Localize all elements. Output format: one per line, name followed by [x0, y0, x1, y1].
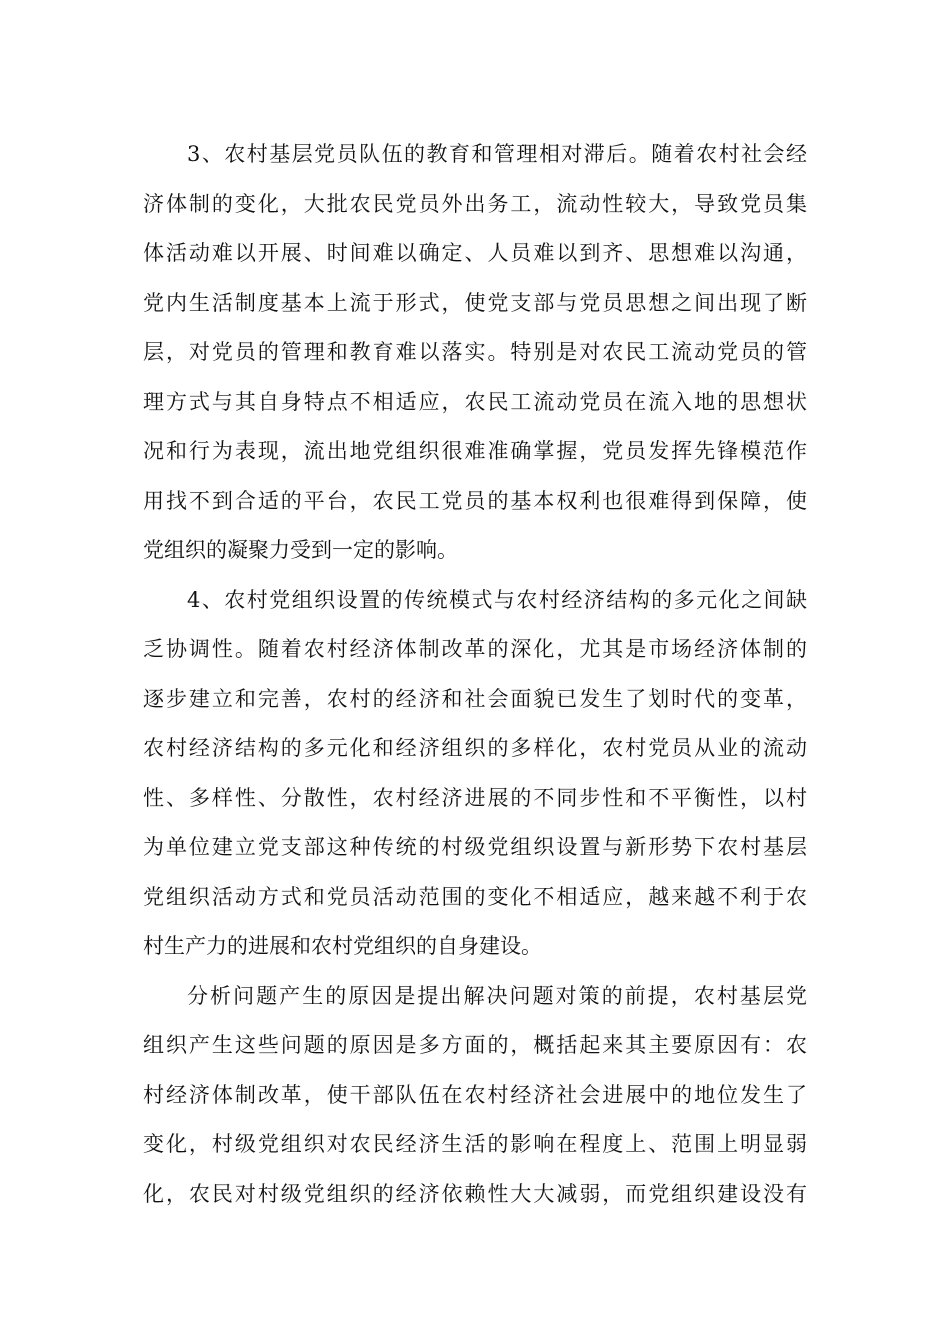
paragraph-line: 4、农村党组织设置的传统模式与农村经济结构的多元化之间缺	[187, 587, 807, 612]
paragraph-line: 层，对党员的管理和教育难以落实。特别是对农民工流动党员的管	[143, 340, 807, 364]
paragraph-line: 理方式与其自身特点不相适应，农民工流动党员在流入地的思想状	[143, 389, 807, 414]
paragraph-line: 济体制的变化，大批农民党员外出务工，流动性较大，导致党员集	[143, 191, 807, 216]
paragraph-line: 况和行为表现，流出地党组织很难准确掌握，党员发挥先锋模范作	[143, 439, 807, 463]
document-body	[143, 130, 807, 1219]
paragraph-4	[143, 576, 807, 972]
paragraph-line: 党内生活制度基本上流于形式，使党支部与党员思想之间出现了断	[143, 290, 807, 315]
paragraph-line: 变化，村级党组织对农民经济生活的影响在程度上、范围上明显弱	[143, 1132, 807, 1156]
paragraph-line: 乏协调性。随着农村经济体制改革的深化，尤其是市场经济体制的	[143, 637, 807, 661]
paragraph-analysis	[143, 972, 807, 1220]
paragraph-line: 村经济体制改革，使干部队伍在农村经济社会进展中的地位发生了	[143, 1082, 807, 1107]
paragraph-line: 组织产生这些问题的原因是多方面的，概括起来其主要原因有：农	[143, 1033, 807, 1057]
paragraph-line: 党组织活动方式和党员活动范围的变化不相适应，越来越不利于农	[143, 884, 807, 909]
paragraph-line: 用找不到合适的平台，农民工党员的基本权利也很难得到保障，使	[143, 488, 807, 513]
paragraph-line: 为单位建立党支部这种传统的村级党组织设置与新形势下农村基层	[143, 835, 807, 859]
paragraph-line: 农村经济结构的多元化和经济组织的多样化，农村党员从业的流动	[143, 736, 807, 760]
paragraph-line: 化，农民对村级党组织的经济依赖性大大减弱，而党组织建设没有	[143, 1181, 807, 1206]
paragraph-line: 党组织的凝聚力受到一定的影响。	[143, 538, 458, 562]
paragraph-line: 分析问题产生的原因是提出解决问题对策的前提，农村基层党	[187, 983, 807, 1008]
paragraph-3	[143, 130, 807, 576]
paragraph-line: 体活动难以开展、时间难以确定、人员难以到齐、思想难以沟通，	[143, 241, 807, 265]
paragraph-line: 性、多样性、分散性，农村经济进展的不同步性和不平衡性，以村	[143, 785, 807, 810]
paragraph-line: 村生产力的进展和农村党组织的自身建设。	[143, 934, 542, 958]
paragraph-line: 逐步建立和完善，农村的经济和社会面貌已发生了划时代的变革，	[143, 686, 807, 711]
paragraph-line: 3、农村基层党员队伍的教育和管理相对滞后。随着农村社会经	[187, 142, 807, 166]
